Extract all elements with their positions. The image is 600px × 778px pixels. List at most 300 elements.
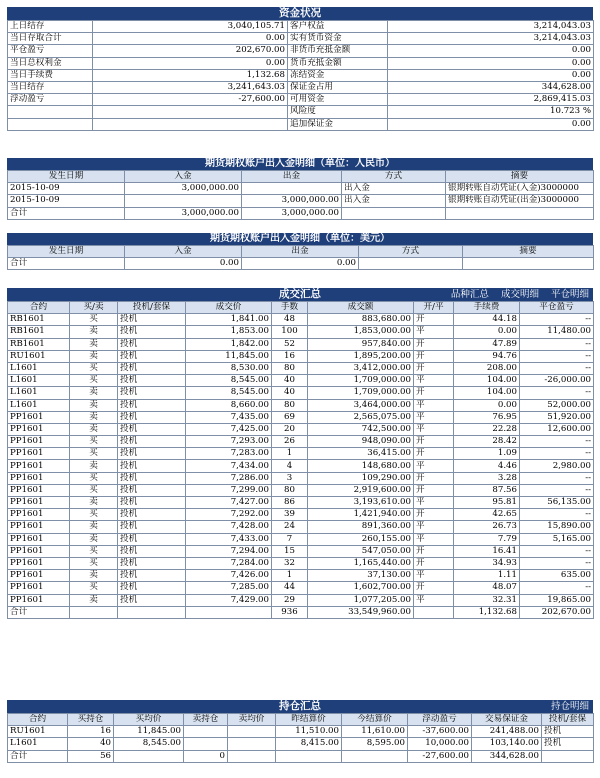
table-row	[8, 399, 594, 411]
table-cell: 8,660.00	[186, 399, 272, 411]
table-cell: 16	[272, 350, 308, 362]
table-cell: 1,841.00	[186, 314, 272, 326]
table-cell: 15,890.00	[520, 521, 594, 533]
table-cell: L1601	[8, 738, 68, 750]
table-cell: PP1601	[8, 521, 70, 533]
table-cell: 148,680.00	[308, 460, 414, 472]
funds-row	[8, 57, 594, 69]
table-cell: 银期转账自动凭证(出金)3000000	[446, 195, 594, 207]
table-cell: 1,853,000.00	[308, 326, 414, 338]
header-cell: 交易保证金	[472, 714, 542, 726]
table-cell: 风险度	[288, 106, 388, 118]
table-cell: 冻结资金	[288, 69, 388, 81]
header-cell: 开/平	[414, 302, 454, 314]
table-cell: --	[520, 387, 594, 399]
table-cell: 卖	[70, 497, 118, 509]
table-cell: 买	[70, 314, 118, 326]
header-cell: 发生日期	[8, 246, 125, 258]
header-cell: 浮动盈亏	[408, 714, 472, 726]
table-cell: 合计	[8, 258, 125, 270]
table-cell: 买	[70, 484, 118, 496]
table-cell: 1,421,940.00	[308, 509, 414, 521]
table-cell	[228, 750, 276, 762]
trades-header-row	[8, 302, 594, 314]
table-cell: 卖	[70, 350, 118, 362]
table-row	[8, 183, 594, 195]
rmb-table	[7, 170, 594, 220]
table-row	[8, 460, 594, 472]
header-cell: 昨结算价	[276, 714, 342, 726]
table-cell: 7,283.00	[186, 448, 272, 460]
table-cell: 2,919,600.00	[308, 484, 414, 496]
table-cell: 买	[70, 375, 118, 387]
table-cell: 买	[70, 582, 118, 594]
table-cell: 40	[68, 738, 114, 750]
usd-section	[7, 233, 593, 270]
table-cell: 开	[414, 362, 454, 374]
table-cell: 32.31	[454, 594, 520, 606]
table-cell: --	[520, 557, 594, 569]
table-cell	[342, 750, 408, 762]
header-cell: 手数	[272, 302, 308, 314]
table-cell: 投机	[118, 314, 186, 326]
table-cell: 44.18	[454, 314, 520, 326]
table-row	[8, 387, 594, 399]
table-cell: 0.00	[93, 57, 288, 69]
table-cell: PP1601	[8, 472, 70, 484]
table-cell: RB1601	[8, 338, 70, 350]
table-cell: 开	[414, 472, 454, 484]
table-cell: 平	[414, 533, 454, 545]
table-cell: 投机	[118, 423, 186, 435]
table-row	[8, 411, 594, 423]
table-cell: 买	[70, 545, 118, 557]
table-row	[8, 738, 594, 750]
table-cell: 投机	[118, 448, 186, 460]
table-cell: 202,670.00	[93, 45, 288, 57]
table-cell: 7,429.00	[186, 594, 272, 606]
table-cell: 16	[68, 726, 114, 738]
header-cell: 卖均价	[228, 714, 276, 726]
funds-row	[8, 33, 594, 45]
link-position-detail[interactable]: 持仓明细	[550, 701, 589, 712]
header-cell: 摘要	[446, 171, 594, 183]
table-cell: PP1601	[8, 533, 70, 545]
table-cell: 开	[414, 448, 454, 460]
table-cell: PP1601	[8, 582, 70, 594]
table-cell: 平仓盈亏	[8, 45, 93, 57]
table-cell: 26	[272, 436, 308, 448]
header-cell: 成交价	[186, 302, 272, 314]
table-cell: 货币充抵金额	[288, 57, 388, 69]
rmb-section	[7, 158, 593, 220]
table-cell: 48.07	[454, 582, 520, 594]
table-cell: 0.00	[125, 258, 242, 270]
table-cell: 7,435.00	[186, 411, 272, 423]
header-cell: 买/卖	[70, 302, 118, 314]
table-cell: 当日手续费	[8, 69, 93, 81]
header-cell: 今结算价	[342, 714, 408, 726]
positions-links	[542, 700, 589, 713]
table-cell: 开	[414, 387, 454, 399]
table-cell: 投机	[118, 509, 186, 521]
table-cell: 3,193,610.00	[308, 497, 414, 509]
table-cell: 5,165.00	[520, 533, 594, 545]
table-cell: --	[520, 472, 594, 484]
table-cell: 208.00	[454, 362, 520, 374]
table-row	[8, 545, 594, 557]
table-cell: RU1601	[8, 726, 68, 738]
usd-title: 期货期权账户出入金明细（单位：美元）	[7, 233, 593, 245]
table-cell: 241,488.00	[472, 726, 542, 738]
table-cell	[118, 606, 186, 618]
table-cell: PP1601	[8, 557, 70, 569]
header-cell: 卖持仓	[184, 714, 228, 726]
table-cell: 26.73	[454, 521, 520, 533]
table-cell: 买	[70, 436, 118, 448]
table-cell: 卖	[70, 460, 118, 472]
link-trade-detail[interactable]: 成交明细	[500, 289, 539, 300]
funds-row	[8, 106, 594, 118]
table-cell: 56	[68, 750, 114, 762]
table-cell: 24	[272, 521, 308, 533]
funds-row	[8, 81, 594, 93]
table-cell: 1.11	[454, 570, 520, 582]
table-cell: --	[520, 362, 594, 374]
table-row	[8, 570, 594, 582]
header-cell: 合约	[8, 302, 70, 314]
table-cell: 开	[414, 436, 454, 448]
header-cell: 方式	[342, 171, 446, 183]
table-cell: 3,214,043.03	[388, 21, 594, 33]
table-cell: 15	[272, 545, 308, 557]
table-cell: 7,294.00	[186, 545, 272, 557]
table-cell: 104.00	[454, 375, 520, 387]
table-cell: RU1601	[8, 350, 70, 362]
table-cell: 合计	[8, 207, 125, 219]
table-cell: 95.81	[454, 497, 520, 509]
header-cell: 合约	[8, 714, 68, 726]
table-cell: 7,433.00	[186, 533, 272, 545]
table-cell: 936	[272, 606, 308, 618]
table-cell: --	[520, 314, 594, 326]
table-cell: 投机	[118, 460, 186, 472]
table-cell: --	[520, 484, 594, 496]
table-cell: 4	[272, 460, 308, 472]
table-cell: PP1601	[8, 448, 70, 460]
header-cell: 入金	[125, 171, 242, 183]
table-row	[8, 484, 594, 496]
table-cell: 0	[184, 750, 228, 762]
table-cell: 客户权益	[288, 21, 388, 33]
table-cell: PP1601	[8, 570, 70, 582]
table-cell: 合计	[8, 750, 68, 762]
table-row	[8, 350, 594, 362]
table-cell: 投机	[118, 362, 186, 374]
funds-table	[7, 20, 594, 131]
table-cell: -26,000.00	[520, 375, 594, 387]
table-cell: 平	[414, 460, 454, 472]
table-cell: 保证金占用	[288, 81, 388, 93]
table-cell: 52,000.00	[520, 399, 594, 411]
trades-section	[7, 288, 593, 619]
table-cell: 投机	[118, 582, 186, 594]
table-cell: PP1601	[8, 411, 70, 423]
table-cell: 80	[272, 484, 308, 496]
table-cell: 47.89	[454, 338, 520, 350]
table-cell	[228, 738, 276, 750]
table-row	[8, 509, 594, 521]
table-cell: 7,284.00	[186, 557, 272, 569]
table-cell: 当日结存	[8, 81, 93, 93]
rmb-header-row	[8, 171, 594, 183]
table-cell: 出入金	[342, 183, 446, 195]
positions-section	[7, 700, 593, 763]
funds-row	[8, 69, 594, 81]
table-cell: 44	[272, 582, 308, 594]
table-row	[8, 726, 594, 738]
table-cell: 4.46	[454, 460, 520, 472]
table-cell: PP1601	[8, 509, 70, 521]
table-cell: 开	[414, 557, 454, 569]
table-cell: 11,845.00	[186, 350, 272, 362]
table-cell: 3,000,000.00	[242, 195, 342, 207]
table-cell: --	[520, 545, 594, 557]
table-cell: 52	[272, 338, 308, 350]
header-cell: 摘要	[463, 246, 594, 258]
table-cell: 开	[414, 314, 454, 326]
table-cell: 103,140.00	[472, 738, 542, 750]
positions-title: 持仓汇总	[279, 700, 321, 712]
table-cell	[184, 726, 228, 738]
header-cell: 投机/套保	[118, 302, 186, 314]
table-cell: 0.00	[242, 258, 359, 270]
table-cell: 11,610.00	[342, 726, 408, 738]
table-row	[8, 594, 594, 606]
table-cell: 0.00	[388, 118, 594, 130]
table-cell: 平	[414, 570, 454, 582]
table-cell: 3,214,043.03	[388, 33, 594, 45]
table-cell: 344,628.00	[472, 750, 542, 762]
table-cell: 投机	[118, 411, 186, 423]
trades-table	[7, 301, 594, 619]
table-cell: 3,000,000.00	[242, 207, 342, 219]
table-cell: PP1601	[8, 594, 70, 606]
table-cell: 平	[414, 497, 454, 509]
table-cell: 39	[272, 509, 308, 521]
table-cell: 76.95	[454, 411, 520, 423]
table-cell: 投机	[118, 338, 186, 350]
table-cell: 7,426.00	[186, 570, 272, 582]
table-cell: 8,530.00	[186, 362, 272, 374]
table-row	[8, 375, 594, 387]
table-cell: 卖	[70, 533, 118, 545]
table-cell: 51,920.00	[520, 411, 594, 423]
table-cell: 16.41	[454, 545, 520, 557]
table-cell: 买	[70, 557, 118, 569]
table-cell: 投机	[118, 375, 186, 387]
table-cell: 3,412,000.00	[308, 362, 414, 374]
link-close-detail[interactable]: 平仓明细	[550, 289, 589, 300]
table-cell: 7.79	[454, 533, 520, 545]
table-cell: PP1601	[8, 484, 70, 496]
table-cell: 投机	[118, 350, 186, 362]
table-cell: 0.00	[388, 45, 594, 57]
table-cell: 投机	[118, 570, 186, 582]
table-cell: -27,600.00	[93, 94, 288, 106]
table-cell: 2,565,075.00	[308, 411, 414, 423]
table-cell: 卖	[70, 411, 118, 423]
table-cell	[446, 207, 594, 219]
table-cell: 开	[414, 350, 454, 362]
table-cell: 3,464,000.00	[308, 399, 414, 411]
table-cell: PP1601	[8, 460, 70, 472]
table-row	[8, 436, 594, 448]
table-cell: 投机	[118, 521, 186, 533]
table-cell: 40	[272, 375, 308, 387]
table-cell: 开	[414, 582, 454, 594]
table-cell: 3	[272, 472, 308, 484]
table-row	[8, 472, 594, 484]
table-cell: 投机	[118, 533, 186, 545]
table-cell: 80	[272, 362, 308, 374]
positions-table	[7, 713, 594, 763]
table-cell: 投机	[118, 436, 186, 448]
header-cell: 买均价	[114, 714, 184, 726]
table-cell	[125, 195, 242, 207]
table-cell: L1601	[8, 387, 70, 399]
table-cell: 平	[414, 594, 454, 606]
table-cell: 33,549,960.00	[308, 606, 414, 618]
table-cell: 平	[414, 375, 454, 387]
table-cell: 7,286.00	[186, 472, 272, 484]
table-cell	[70, 606, 118, 618]
table-cell: 104.00	[454, 387, 520, 399]
table-cell: 10,000.00	[408, 738, 472, 750]
table-cell: 出入金	[342, 195, 446, 207]
table-row	[8, 258, 594, 270]
table-cell: 547,050.00	[308, 545, 414, 557]
header-cell: 发生日期	[8, 171, 125, 183]
table-cell: 卖	[70, 570, 118, 582]
table-cell: 7,427.00	[186, 497, 272, 509]
trades-title: 成交汇总	[279, 288, 321, 300]
table-cell: L1601	[8, 399, 70, 411]
table-cell: PP1601	[8, 423, 70, 435]
table-cell: 买	[70, 362, 118, 374]
table-cell: 344,628.00	[388, 81, 594, 93]
table-cell: 投机	[542, 738, 594, 750]
table-cell: 开	[414, 338, 454, 350]
table-cell: 1,842.00	[186, 338, 272, 350]
table-cell: 8,545.00	[186, 387, 272, 399]
table-cell: 投机	[542, 726, 594, 738]
table-cell: 20	[272, 423, 308, 435]
table-cell: PP1601	[8, 545, 70, 557]
table-cell: 1	[272, 448, 308, 460]
table-cell: 109,290.00	[308, 472, 414, 484]
table-cell: 开	[414, 484, 454, 496]
table-cell: 卖	[70, 399, 118, 411]
table-row	[8, 326, 594, 338]
table-cell: 7,434.00	[186, 460, 272, 472]
table-row	[8, 207, 594, 219]
table-cell: 10.723 %	[388, 106, 594, 118]
table-cell: RB1601	[8, 314, 70, 326]
table-cell: 742,500.00	[308, 423, 414, 435]
table-cell: 上日结存	[8, 21, 93, 33]
link-variety-summary[interactable]: 品种汇总	[450, 289, 489, 300]
table-cell: 883,680.00	[308, 314, 414, 326]
funds-section	[7, 7, 593, 131]
table-cell: 非货币充抵金额	[288, 45, 388, 57]
table-cell: 投机	[118, 594, 186, 606]
table-row	[8, 750, 594, 762]
funds-title: 资金状况	[7, 7, 593, 20]
table-cell: 投机	[118, 484, 186, 496]
table-cell: 2015-10-09	[8, 183, 125, 195]
table-cell: PP1601	[8, 436, 70, 448]
table-cell: 银期转账自动凭证(入金)3000000	[446, 183, 594, 195]
table-cell: 3.28	[454, 472, 520, 484]
table-cell: 8,595.00	[342, 738, 408, 750]
table-cell: 100	[272, 326, 308, 338]
table-cell: 7,285.00	[186, 582, 272, 594]
table-cell: 19,865.00	[520, 594, 594, 606]
usd-table	[7, 245, 594, 270]
header-cell: 投机/套保	[542, 714, 594, 726]
table-cell	[242, 183, 342, 195]
table-cell: 69	[272, 411, 308, 423]
table-cell: --	[520, 509, 594, 521]
table-cell: -37,600.00	[408, 726, 472, 738]
table-cell: 36,415.00	[308, 448, 414, 460]
table-cell: 86	[272, 497, 308, 509]
table-cell: 买	[70, 509, 118, 521]
table-cell: 投机	[118, 399, 186, 411]
table-cell: 当日总权利金	[8, 57, 93, 69]
table-cell: --	[520, 582, 594, 594]
header-cell: 方式	[359, 246, 463, 258]
header-cell: 入金	[125, 246, 242, 258]
table-cell: 11,510.00	[276, 726, 342, 738]
table-cell: 1,709,000.00	[308, 387, 414, 399]
table-cell: 948,090.00	[308, 436, 414, 448]
table-cell: 7,293.00	[186, 436, 272, 448]
table-cell	[342, 207, 446, 219]
positions-header	[7, 700, 593, 713]
table-cell: 80	[272, 399, 308, 411]
table-cell: 3,000,000.00	[125, 183, 242, 195]
table-row	[8, 195, 594, 207]
table-cell	[93, 118, 288, 130]
table-cell: 22.28	[454, 423, 520, 435]
table-cell: 87.56	[454, 484, 520, 496]
table-cell: -27,600.00	[408, 750, 472, 762]
table-cell: 卖	[70, 326, 118, 338]
table-cell: 260,155.00	[308, 533, 414, 545]
table-cell: 7,292.00	[186, 509, 272, 521]
table-cell: 957,840.00	[308, 338, 414, 350]
table-cell: 合计	[8, 606, 70, 618]
table-cell	[114, 750, 184, 762]
trades-links	[442, 288, 589, 301]
table-row	[8, 423, 594, 435]
table-cell	[414, 606, 454, 618]
table-cell	[184, 738, 228, 750]
table-cell: --	[520, 338, 594, 350]
table-cell: 平	[414, 326, 454, 338]
